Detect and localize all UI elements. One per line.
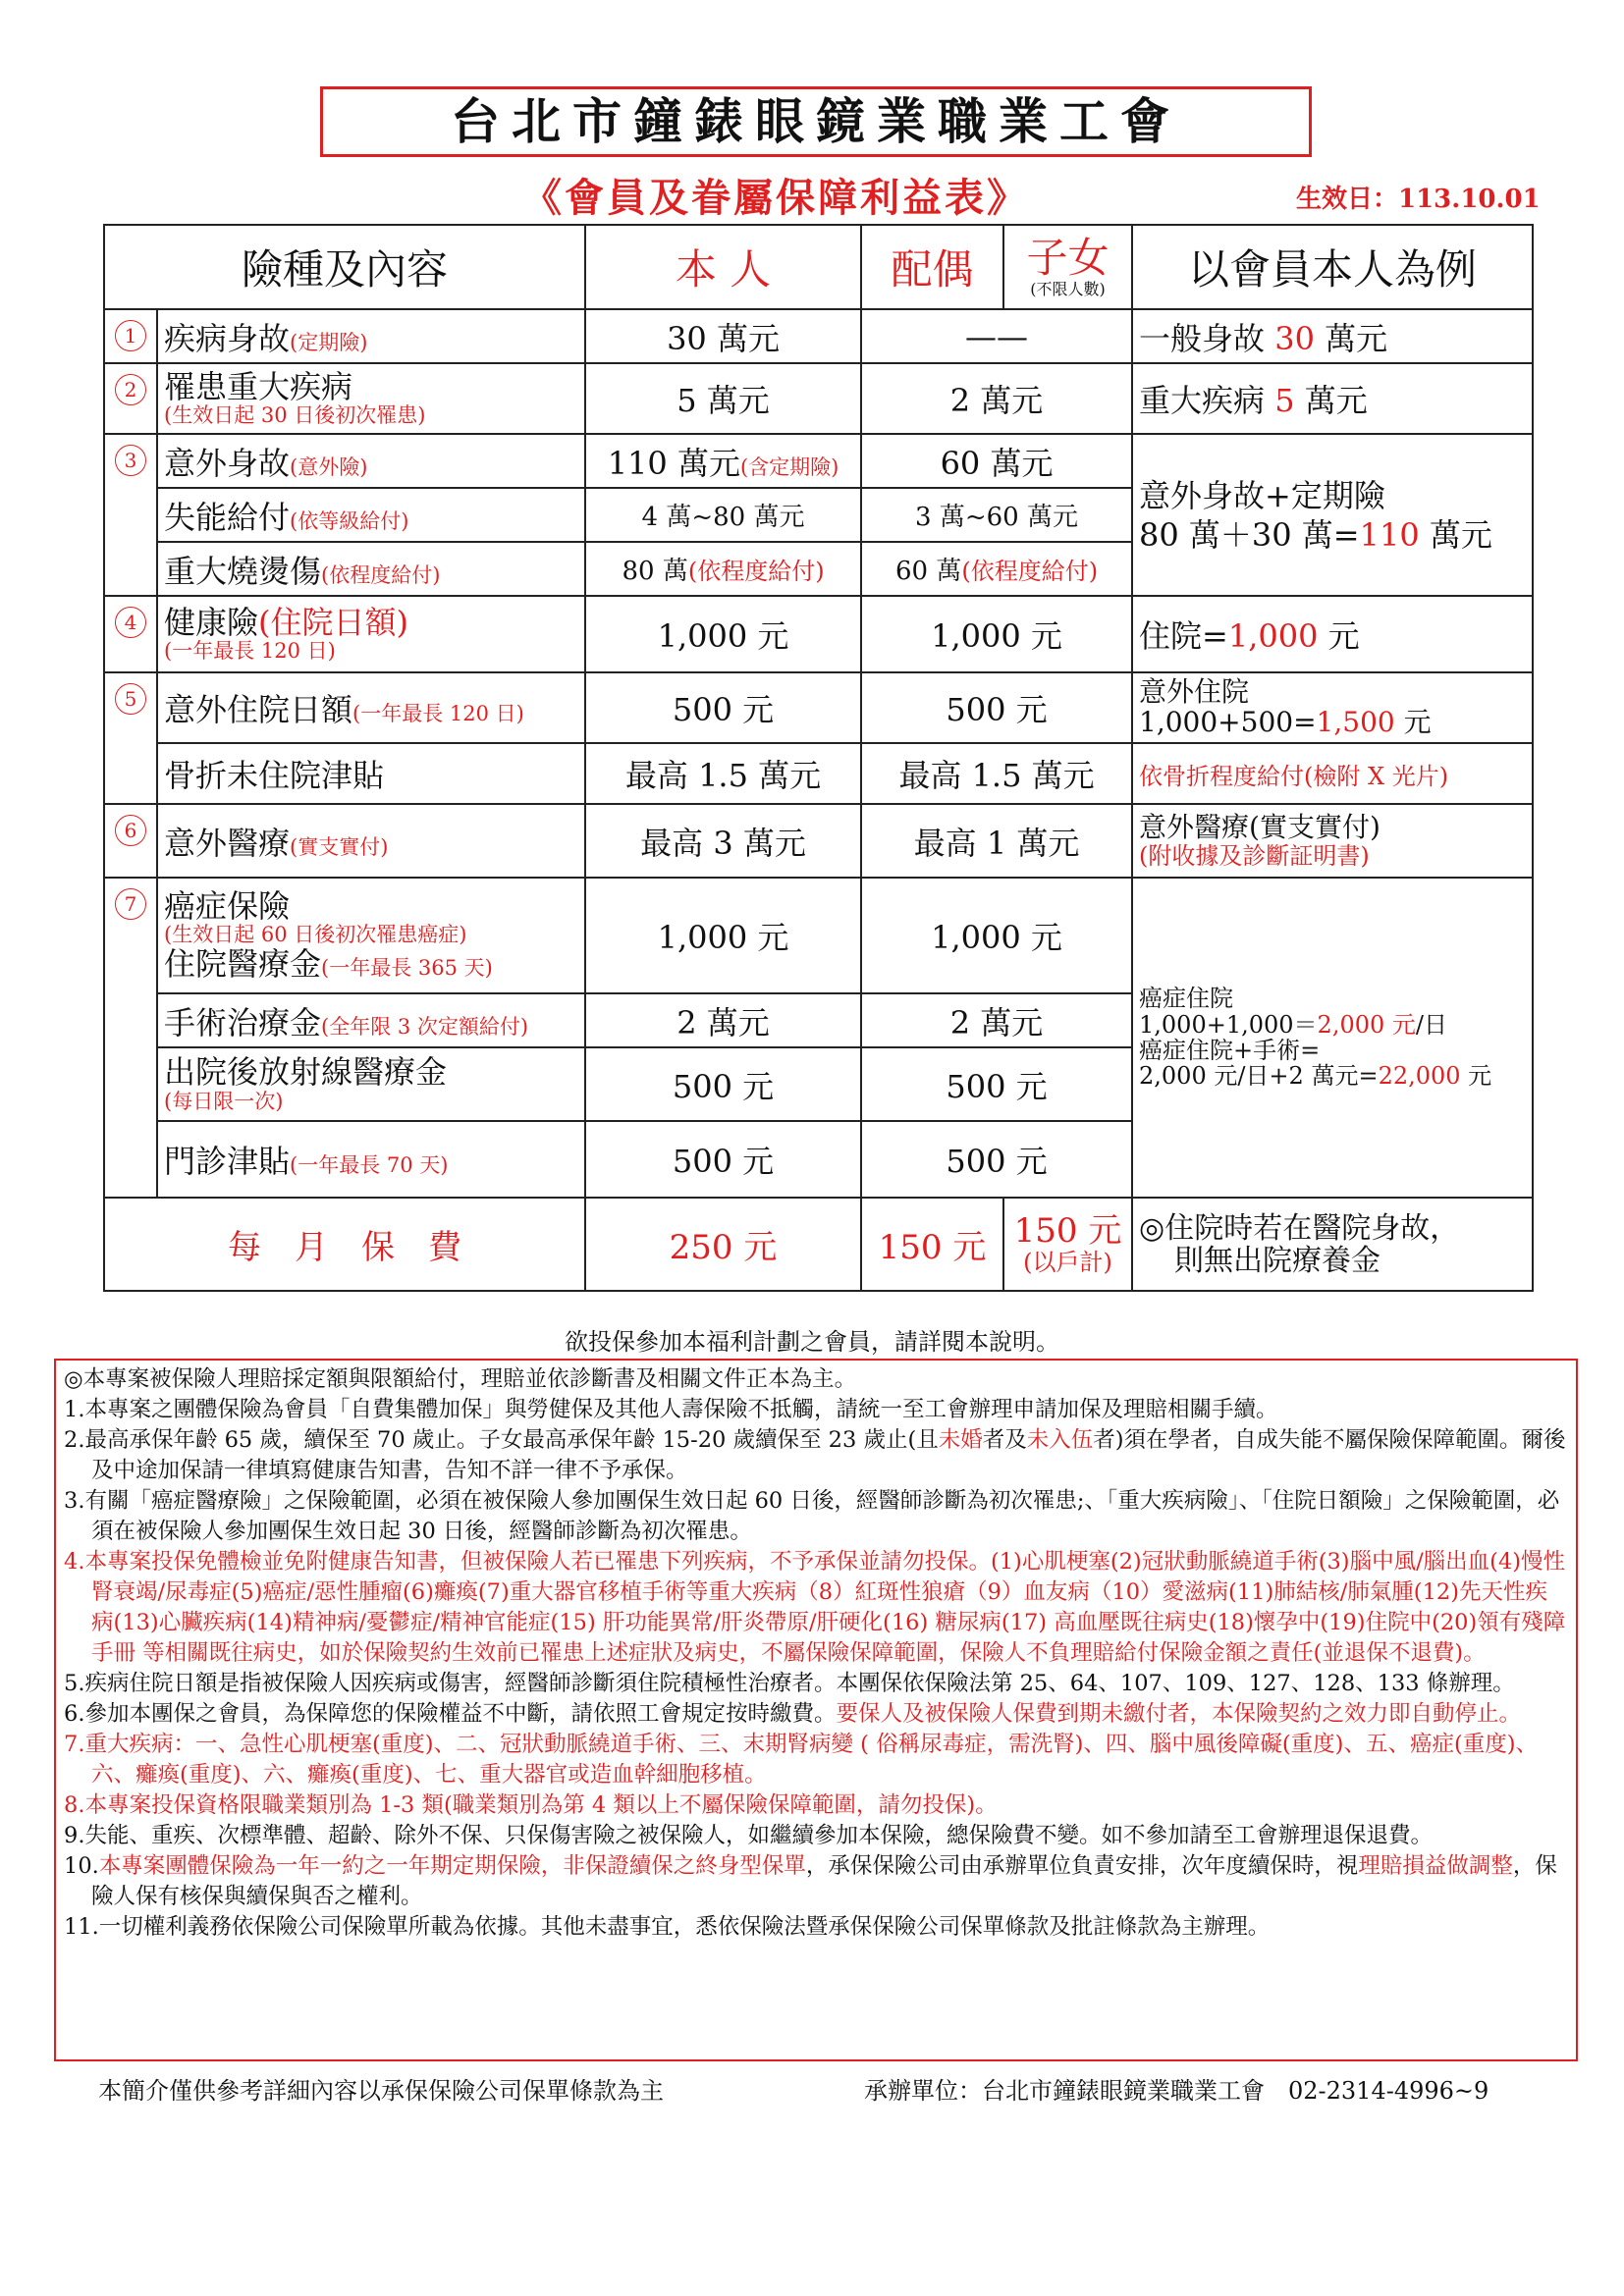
note-text: 者及 [982, 1427, 1027, 1453]
example-line [1139, 708, 1526, 738]
example-unit: /日 [1415, 1010, 1447, 1039]
coverage-label: 健康險 [164, 603, 259, 641]
benefit-table [103, 224, 1534, 1292]
example-cell [1132, 363, 1533, 434]
note-item [64, 1425, 1568, 1486]
example-amount: 2,000 元 [1317, 1010, 1416, 1039]
premium-children-note: (以戶計) [1023, 1249, 1112, 1276]
effective-date: 生效日：113.10.01 [1296, 185, 1541, 214]
footer-organizer: 承辦單位：台北市鐘錶眼鏡業職業工會 02-2314-4996~9 [864, 2077, 1489, 2105]
coverage-label: 失能給付 [164, 498, 291, 536]
spouse-children-cell [861, 542, 1132, 596]
self-cell: 5 萬元 [585, 363, 861, 434]
note-item: 3.有關「癌症醫療險」之保險範圍，必須在被保險人參加團保生效日起 60 日後，經醫師診斷為初次罹患;、「重大疾病險」、「住院日額險」之保險範圍，必須在被保險人參加團保生效日起 30 日後，經醫師診斷為初次罹患。 [64, 1488, 1560, 1544]
note-highlight: 未入伍 [1026, 1427, 1094, 1453]
example-unit: 萬元 [1314, 319, 1388, 357]
spouse-children-cell: 500 元 [861, 1121, 1132, 1198]
coverage-cell [157, 804, 585, 878]
row-number [104, 596, 157, 672]
note-item [64, 1699, 1568, 1730]
self-note: (含定期險) [739, 454, 839, 479]
note-item: 5.疾病住院日額是指被保險人因疾病或傷害，經醫師診斷須住院積極性治療者。本團保依保險法第 25、64、107、109、127、128、133 條辦理。 [64, 1671, 1515, 1696]
coverage-note: (一年最長 365 天) [321, 955, 493, 980]
example-unit: 元 [1318, 617, 1360, 655]
table-row [104, 363, 1533, 434]
example-unit: 萬元 [1294, 382, 1368, 419]
coverage-label: 意外住院日額 [164, 691, 353, 728]
table-row [104, 672, 1533, 743]
note-text: ，保險人保有核保與續保與否之權利。 [91, 1853, 1557, 1909]
coverage-label: 意外身故 [164, 444, 291, 482]
spouse-children-cell: 最高 1.5 萬元 [861, 743, 1132, 804]
example-line: (附收據及診斷証明書) [1139, 841, 1370, 870]
notes-box [54, 1359, 1578, 2061]
example-text: 1,000+500= [1139, 706, 1317, 738]
example-line: 癌症住院+手術= [1139, 1037, 1321, 1064]
coverage-label: 出院後放射線醫療金 [164, 1053, 448, 1092]
example-text: 80 萬＋30 萬= [1139, 515, 1360, 554]
example-line [1139, 1012, 1526, 1038]
note-highlight: 理賠損益做調整 [1358, 1853, 1513, 1879]
page-title: 台北市鐘錶眼鏡業職業工會 [320, 86, 1312, 157]
example-unit: 萬元 [1419, 515, 1492, 554]
self-amount: 110 萬元 [607, 444, 740, 482]
coverage-note: (意外險) [290, 454, 368, 479]
coverage-cell [157, 363, 585, 434]
circled-number: 4 [115, 607, 146, 638]
note-item: 9.失能、重疾、次標準體、超齡、除外不保、只保傷害險之被保險人，如繼續參加本保險，總保險費不變。如不參加請至工會辦理退保退費。 [64, 1823, 1433, 1848]
note-item: 4.本專案投保免體檢並免附健康告知書，但被保險人若已罹患下列疾病，不予承保並請勿投保。(1)心肌梗塞(2)冠狀動脈繞道手術(3)腦中風/腦出血(4)慢性腎衰竭/尿毒症(5)癌症/惡性腫瘤(6)癱瘓(7)重大器官移植手術等重大疾病（8）紅斑性狼瘡（9）血友病（10）愛滋病(11)肺結核/肺氣腫(12)先天性疾病(13)心臟疾病(14)精神病/憂鬱症/精神官能症(15) 肝功能異常/肝炎帶原/肝硬化(16) 糖尿病(17) 高血壓既往病史(18)懷孕中(19)住院中(20)領有殘障手冊 等相關既往病史，如於保險契約生效前已罹患上述症狀及病史，不屬保險保障範圍，保險人不負理賠給付保險金額之責任(並退保不退費)。 [64, 1549, 1566, 1666]
example-cell [1132, 309, 1533, 363]
coverage-note: (一年最長 120 日) [164, 639, 336, 664]
note-item: ◎本專案被保險人理賠採定額與限額給付，理賠並依診斷書及相關文件正本為主。 [64, 1366, 857, 1392]
coverage-cell [157, 672, 585, 743]
example-amount: 1,500 [1316, 706, 1395, 738]
premium-self: 250 元 [585, 1198, 861, 1291]
circled-number: 1 [115, 320, 146, 351]
example-cell [1132, 434, 1533, 596]
example-cell [1132, 596, 1533, 672]
coverage-label: 癌症保險 [164, 887, 291, 926]
note-item: 1.本專案之團體保險為會員「自費集體加保」與勞健保及其他人壽保險不抵觸，請統一至工會辦理申請加保及理賠相關手續。 [64, 1397, 1278, 1422]
spouse-children-cell: 2 萬元 [861, 993, 1132, 1047]
row-number [104, 309, 157, 363]
example-unit: 元 [1394, 706, 1432, 738]
example-cell [1132, 878, 1533, 1198]
table-row [104, 596, 1533, 672]
coverage-note: (一年最長 120 日) [352, 702, 524, 725]
premium-note [1132, 1198, 1533, 1291]
table-row [104, 804, 1533, 878]
self-cell [585, 542, 861, 596]
table-row [104, 878, 1533, 993]
self-note: (依程度給付) [687, 558, 825, 585]
coverage-label: 罹患重大疾病 [164, 367, 353, 405]
table-header-row [104, 225, 1533, 309]
coverage-cell [157, 596, 585, 672]
self-cell: 2 萬元 [585, 993, 861, 1047]
example-line [1139, 1063, 1526, 1089]
circled-number: 7 [115, 888, 146, 920]
header-spouse: 配偶 [861, 225, 1003, 309]
coverage-note: (生效日起 60 日後初次罹患癌症) [164, 923, 467, 947]
coverage-note: (定期險) [290, 330, 368, 354]
note-item: 11.一切權利義務依保險公司保險單所載為依據。其他未盡事宜，悉依保險法暨承保保險公司保單條款及批註條款為主辦理。 [64, 1914, 1271, 1940]
spouse-children-cell: 1,000 元 [861, 596, 1132, 672]
note-highlight: 未婚 [938, 1427, 983, 1453]
example-text: 重大疾病 [1139, 382, 1275, 419]
self-cell: 500 元 [585, 1047, 861, 1121]
note-item: 8.本專案投保資格限職業類別為 1-3 類(職業類別為第 4 類以上不屬保險保障範圍，請勿投保)。 [64, 1792, 998, 1818]
spouse-children-cell: 60 萬元 [861, 434, 1132, 488]
header-example: 以會員本人為例 [1132, 225, 1533, 309]
premium-children-amount: 150 元 [1013, 1210, 1122, 1251]
self-cell: 500 元 [585, 1121, 861, 1198]
note-text: 者)須在學者，自成失能不屬保險保障範圍。爾後及中途加保請一律填寫健康告知書，告知不詳一律不予承保。 [91, 1427, 1566, 1483]
example-line: 意外身故+定期險 [1139, 476, 1385, 514]
example-amount: 22,000 [1378, 1062, 1461, 1091]
coverage-label-line [164, 603, 578, 641]
self-amount: 80 萬 [622, 557, 688, 586]
self-cell: 30 萬元 [585, 309, 861, 363]
example-text: 住院= [1139, 617, 1228, 655]
spouse-children-cell: 2 萬元 [861, 363, 1132, 434]
row-number [104, 672, 157, 804]
header-children-label: 子女 [1026, 234, 1110, 283]
coverage-label-red: (住院日額) [258, 603, 408, 641]
premium-children [1003, 1198, 1132, 1291]
note-text: ，承保保險公司由承辦單位負責安排，次年度續保時，視 [805, 1853, 1359, 1879]
example-amount: 110 [1359, 515, 1420, 554]
self-cell [585, 434, 861, 488]
coverage-cell [157, 993, 585, 1047]
coverage-note: (全年限 3 次定額給付) [321, 1014, 529, 1039]
spouse-children-cell: 1,000 元 [861, 878, 1132, 993]
example-text: 1,000+1,000＝ [1139, 1010, 1318, 1039]
note-text: 2.最高承保年齡 65 歲，續保至 70 歲止。子女最高承保年齡 15-20 歲續保至 23 歲止(且 [64, 1427, 939, 1453]
example-amount: 5 [1274, 382, 1295, 419]
circled-number: 6 [115, 815, 146, 846]
coverage-cell [157, 542, 585, 596]
example-line: 意外醫療(實支實付) [1139, 810, 1380, 843]
notice-line: 欲投保參加本福利計劃之會員，請詳閱本說明。 [565, 1328, 1059, 1356]
premium-note-line: 則無出院療養金 [1174, 1243, 1381, 1278]
example-cell: 依骨折程度給付(檢附 X 光片) [1132, 743, 1533, 804]
page-subtitle: 《會員及眷屬保障利益表》 [522, 175, 1029, 221]
row-number [104, 434, 157, 596]
note-text: 10. [64, 1853, 99, 1879]
example-cell [1132, 672, 1533, 743]
coverage-note: (生效日起 30 日後初次罹患) [164, 403, 426, 428]
self-cell: 4 萬~80 萬元 [585, 488, 861, 542]
coverage-label: 意外醫療 [164, 824, 291, 862]
coverage-note: (一年最長 70 天) [290, 1153, 449, 1177]
header-children [1003, 225, 1132, 309]
circled-number: 5 [115, 683, 146, 715]
note-highlight: 要保人及被保險人保費到期未繳付者，本保險契約之效力即自動停止。 [836, 1701, 1521, 1727]
coverage-cell [157, 488, 585, 542]
self-cell: 500 元 [585, 672, 861, 743]
self-cell: 最高 1.5 萬元 [585, 743, 861, 804]
example-line [1139, 515, 1526, 555]
example-line: 癌症住院 [1139, 985, 1234, 1013]
row-number [104, 878, 157, 1198]
example-text: 2,000 元/日+2 萬元= [1139, 1062, 1379, 1091]
premium-row [104, 1198, 1533, 1291]
table-row [104, 434, 1533, 488]
spouse-children-cell: 500 元 [861, 1047, 1132, 1121]
table-row [104, 309, 1533, 363]
coverage-label: 住院醫療金 [164, 944, 322, 983]
coverage-cell [157, 1047, 585, 1121]
example-line: 意外住院 [1139, 675, 1250, 709]
header-children-note: (不限人數) [1030, 280, 1106, 299]
circled-number: 2 [115, 374, 146, 405]
note-text: 6.參加本團保之會員，為保障您的保險權益不中斷，請依照工會規定按時繳費。 [64, 1701, 837, 1727]
footer-disclaimer: 本簡介僅供參考詳細內容以承保保險公司保單條款為主 [98, 2077, 664, 2105]
circled-number: 3 [115, 445, 146, 476]
coverage-label-line [164, 944, 578, 983]
self-cell: 最高 3 萬元 [585, 804, 861, 878]
coverage-note: (依程度給付) [321, 562, 441, 587]
premium-spouse: 150 元 [861, 1198, 1003, 1291]
header-coverage: 險種及內容 [104, 225, 585, 309]
coverage-note: (每日限一次) [164, 1089, 284, 1113]
example-amount: 30 [1274, 319, 1315, 357]
self-cell: 1,000 元 [585, 596, 861, 672]
coverage-cell: 骨折未住院津貼 [157, 743, 585, 804]
example-text: 一般身故 [1139, 319, 1275, 357]
table-row [104, 743, 1533, 804]
premium-note-line: ◎住院時若在醫院身故， [1139, 1210, 1460, 1246]
spouse-amount: 60 萬 [894, 557, 962, 586]
spouse-children-cell: —— [861, 309, 1132, 363]
premium-label: 每 月 保 費 [104, 1198, 585, 1291]
spouse-children-cell: 3 萬~60 萬元 [861, 488, 1132, 542]
self-cell: 1,000 元 [585, 878, 861, 993]
coverage-label: 門診津貼 [164, 1143, 291, 1180]
spouse-note: (依程度給付) [961, 558, 1099, 585]
coverage-label: 疾病身故 [164, 319, 291, 357]
example-cell [1132, 804, 1533, 878]
example-amount: 1,000 [1227, 617, 1319, 655]
coverage-note: (依等級給付) [290, 508, 409, 533]
row-number [104, 804, 157, 878]
note-item: 7.重大疾病：一、急性心肌梗塞(重度)、二、冠狀動脈繞道手術、三、末期腎病變 ( 俗稱尿毒症，需洗腎)、四、腦中風後障礙(重度)、五、癌症(重度)、六、癱瘓(重度)、六、癱瘓(重度)、七、重大器官或造血幹細胞移植。 [64, 1732, 1538, 1788]
note-item [64, 1851, 1568, 1912]
coverage-cell [157, 878, 585, 993]
coverage-cell [157, 1121, 585, 1198]
spouse-children-cell: 最高 1 萬元 [861, 804, 1132, 878]
coverage-label: 手術治療金 [164, 1003, 322, 1041]
example-unit: 元 [1460, 1062, 1492, 1091]
coverage-cell [157, 434, 585, 488]
header-self: 本 人 [585, 225, 861, 309]
coverage-label: 重大燒燙傷 [164, 552, 322, 590]
coverage-cell [157, 309, 585, 363]
spouse-children-cell: 500 元 [861, 672, 1132, 743]
coverage-note: (實支實付) [290, 834, 389, 859]
note-highlight: 本專案團體保險為一年一約之一年期定期保險，非保證續保之終身型保單 [98, 1853, 806, 1879]
row-number [104, 363, 157, 434]
